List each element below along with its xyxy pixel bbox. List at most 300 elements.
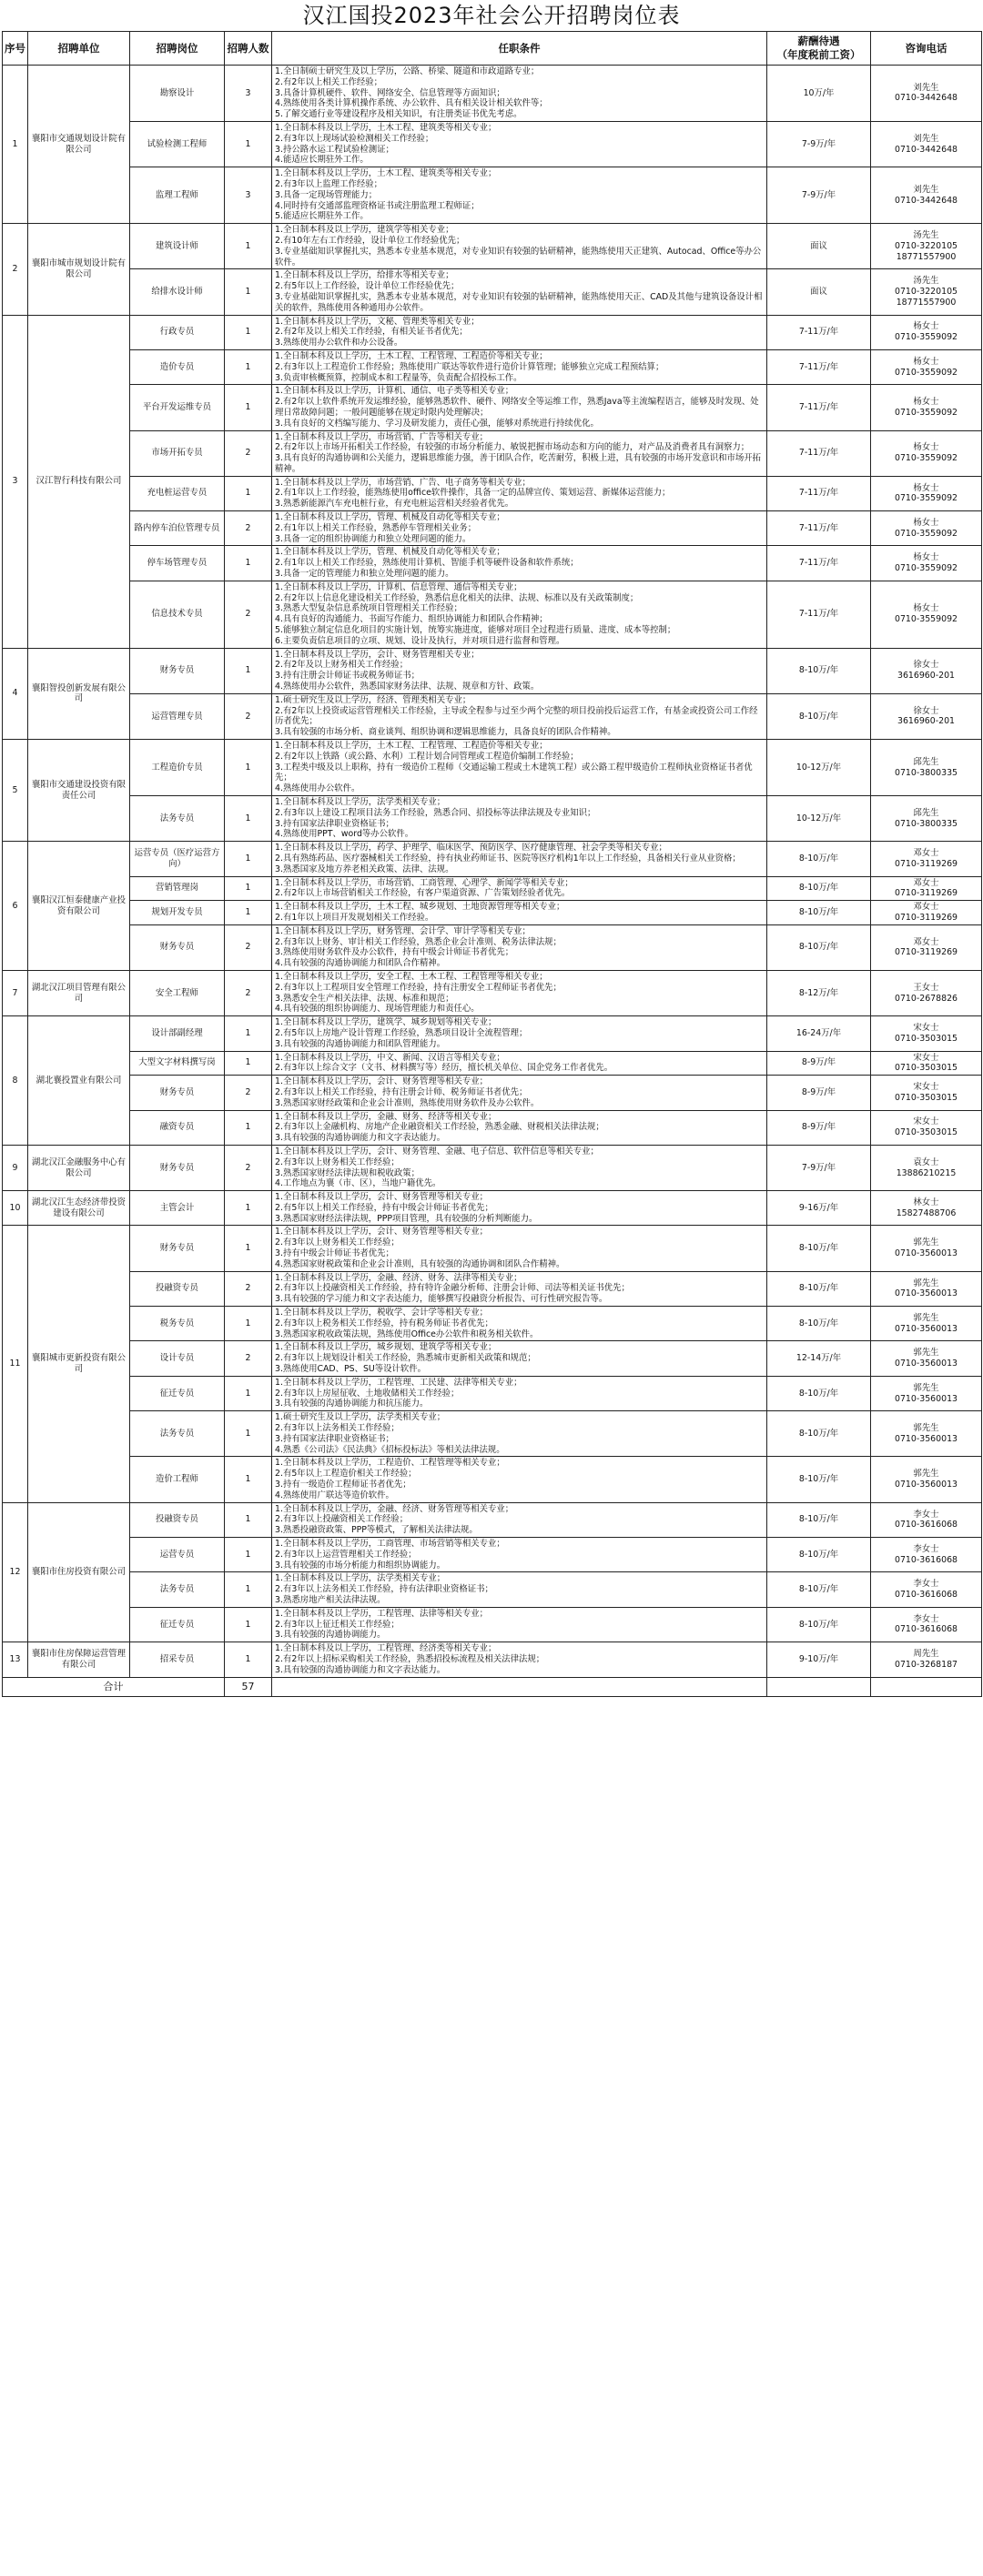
table-row xyxy=(3,1341,982,1376)
requirements xyxy=(272,1110,767,1145)
contact xyxy=(871,546,982,581)
contact-person: 李女士 xyxy=(913,1509,939,1520)
contact-person: 徐女士 xyxy=(913,660,939,671)
contact-person: 杨女士 xyxy=(913,397,939,408)
salary: 8-10万/年 xyxy=(767,1226,871,1271)
contact-person: 邱先生 xyxy=(913,807,939,818)
post-name: 运营管理专员 xyxy=(130,693,225,739)
post-name: 征迁专员 xyxy=(130,1376,225,1410)
requirement-line: 2.有3年以上建设工程项目法务工作经验，熟悉合同、招投标等法律法规及专业知识； xyxy=(275,807,596,818)
requirement-line: 3.具有较强的市场分析能力和组织协调能力。 xyxy=(275,1560,446,1571)
post-name: 充电桩运营专员 xyxy=(130,476,225,510)
requirement-line: 1.全日制本科及以上学历，工程造价、工程管理等相关专业； xyxy=(275,1458,505,1469)
contact xyxy=(871,1226,982,1271)
requirement-line: 3.具有良好的文档编写能力、学习及研发能力，责任心强，能够对系统进行持续优化。 xyxy=(275,418,599,429)
contact xyxy=(871,901,982,925)
requirement-line: 2.有3年以上投融资相关工作经验，持有特许金融分析师、注册会计师、司法等相关证书优先； xyxy=(275,1283,630,1294)
contact-phone: 0710-3616068 xyxy=(895,1590,958,1601)
requirement-line: 2.有3年以上财务相关工作经验； xyxy=(275,1157,400,1167)
salary: 7-11万/年 xyxy=(767,385,871,430)
contact-person: 郭先生 xyxy=(913,1423,939,1434)
requirement-line: 3.具有较强的沟通协调能力和抗压能力。 xyxy=(275,1399,429,1409)
contact-person: 邱先生 xyxy=(913,756,939,767)
hiring-unit: 襄阳市交通规划设计院有限公司 xyxy=(28,66,130,224)
post-name: 市场开拓专员 xyxy=(130,430,225,476)
post-name: 财务专员 xyxy=(130,1076,225,1110)
hiring-count: 1 xyxy=(225,740,272,796)
requirements xyxy=(272,476,767,510)
contact xyxy=(871,349,982,384)
requirement-line: 3.熟悉国家税收政策法规，熟练使用Office办公软件和税务相关软件。 xyxy=(275,1328,539,1339)
post-name: 运营专员 xyxy=(130,1538,225,1572)
contact-phone: 0710-3559092 xyxy=(895,528,958,539)
requirements xyxy=(272,1076,767,1110)
requirement-line: 1.全日制本科及以上学历，土木工程、工程管理、工程造价等相关专业； xyxy=(275,741,548,752)
table-row xyxy=(3,1076,982,1110)
requirement-line: 4.同时持有交通部监理资格证书或注册监理工程师证； xyxy=(275,200,480,211)
hiring-unit: 襄阳市住房投资有限公司 xyxy=(28,1502,130,1642)
salary: 8-10万/年 xyxy=(767,1411,871,1457)
header-post: 招聘岗位 xyxy=(130,32,225,66)
salary: 9-16万/年 xyxy=(767,1191,871,1226)
requirement-line: 1.全日制本科及以上学历，工商管理、市场营销等相关专业； xyxy=(275,1539,505,1549)
post-name: 设计专员 xyxy=(130,1341,225,1376)
contact-person: 宋女士 xyxy=(913,1052,939,1063)
contact-phone: 0710-3800335 xyxy=(895,767,958,778)
requirement-line: 3.持有国家法律职业资格证书； xyxy=(275,1433,394,1444)
hiring-count: 1 xyxy=(225,1110,272,1145)
salary: 8-10万/年 xyxy=(767,1307,871,1341)
requirements xyxy=(272,1376,767,1410)
requirement-line: 2.有2年及以上相关工作经验，有相关证书者优先； xyxy=(275,327,468,338)
contact-phone: 3616960-201 xyxy=(897,671,956,682)
document-title: 汉江国投2023年社会公开招聘岗位表 xyxy=(302,3,681,28)
requirements xyxy=(272,648,767,693)
contact-person: 邓女士 xyxy=(913,877,939,888)
table-row xyxy=(3,1110,982,1145)
hiring-count: 2 xyxy=(225,1341,272,1376)
contact xyxy=(871,1642,982,1677)
contact-person: 汤先生 xyxy=(913,276,939,287)
hiring-unit: 湖北襄投置业有限公司 xyxy=(28,1016,130,1146)
requirement-line: 2.有1年以上相关工作经验，熟练使用计算机、智能手机等硬件设备和软件系统； xyxy=(275,558,579,569)
requirements xyxy=(272,1051,767,1076)
post-name: 运营专员（医疗运营方向） xyxy=(130,842,225,876)
requirements xyxy=(272,1271,767,1306)
requirement-line: 3.具有良好的沟通协调和公关能力，逻辑思维能力强，善于团队合作，吃苦耐劳，积极上进，具有较强的市场开发意识和市场开拓精神。 xyxy=(275,453,761,474)
requirement-line: 1.全日制本科及以上学历，工程管理、工民建、法律等相关专业； xyxy=(275,1377,522,1388)
contact-phone: 0710-3559092 xyxy=(895,407,958,418)
requirement-line: 1.全日制本科及以上学历，市场营销、广告、电子商务等相关专业； xyxy=(275,477,531,488)
post-name: 法务专员 xyxy=(130,1572,225,1607)
post-name: 法务专员 xyxy=(130,796,225,842)
post-name: 监理工程师 xyxy=(130,167,225,224)
contact-person: 杨女士 xyxy=(913,442,939,453)
requirement-line: 2.有2年以上招标采购相关工作经验，熟悉招投标流程及相关法律法规； xyxy=(275,1653,545,1664)
requirements xyxy=(272,430,767,476)
requirement-line: 2.有3年以上相关工作经验，持有注册会计师、税务师证书者优先； xyxy=(275,1086,528,1097)
requirement-line: 2.有3年以上房屋征收、土地收储相关工作经验； xyxy=(275,1388,460,1399)
post-name: 建筑设计师 xyxy=(130,224,225,269)
contact xyxy=(871,876,982,901)
row-number: 11 xyxy=(3,1226,28,1502)
requirements xyxy=(272,315,767,349)
table-row xyxy=(3,796,982,842)
requirement-line: 5.能适应长期驻外工作。 xyxy=(275,211,369,222)
contact-person: 郭先生 xyxy=(913,1312,939,1323)
requirement-line: 1.全日制本科及以上学历，市场营销、广告等相关专业； xyxy=(275,431,488,442)
salary: 7-11万/年 xyxy=(767,511,871,546)
requirement-line: 3.具有较强的市场分析、商业谈判、组织协调和逻辑思维能力，具备良好的团队合作精神。 xyxy=(275,727,616,738)
requirements xyxy=(272,1502,767,1537)
requirement-line: 1.全日制本科及以上学历，土木工程、建筑类等相关专业； xyxy=(275,168,497,179)
post-name: 投融资专员 xyxy=(130,1502,225,1537)
requirement-line: 2.有2年以上铁路（或公路、水利）工程计划合同管理或工程造价编制工作经验； xyxy=(275,751,579,762)
hiring-count: 2 xyxy=(225,1145,272,1190)
requirements xyxy=(272,693,767,739)
post-name: 行政专员 xyxy=(130,315,225,349)
requirement-line: 5.能够独立制定信息化项目的实施计划，统筹实施进度，能够对项目全过程进行质量、进度、成本等控制； xyxy=(275,625,676,636)
requirement-line: 1.全日制本科及以上学历，土木工程、城乡规划、土地资源管理等相关专业； xyxy=(275,902,565,913)
requirement-line: 2.有3年以上工程项目安全管理工作经验，持有注册安全工程师证书者优先； xyxy=(275,982,562,993)
contact-phone: 3616960-201 xyxy=(897,716,956,727)
requirement-line: 2.有5年以上工程造价相关工作经验； xyxy=(275,1469,417,1480)
contact-phone: 0710-3560013 xyxy=(895,1359,958,1369)
requirement-line: 4.熟练使用PPT、word等办公软件。 xyxy=(275,829,414,840)
contact xyxy=(871,511,982,546)
row-number: 12 xyxy=(3,1502,28,1642)
requirements xyxy=(272,121,767,167)
salary: 7-11万/年 xyxy=(767,315,871,349)
salary: 7-11万/年 xyxy=(767,476,871,510)
contact xyxy=(871,1538,982,1572)
hiring-count: 1 xyxy=(225,1226,272,1271)
table-row xyxy=(3,1051,982,1076)
salary: 8-10万/年 xyxy=(767,924,871,970)
requirement-line: 1.全日制本科及以上学历，市场营销、工商管理、心理学、新闻学等相关专业； xyxy=(275,877,573,888)
requirements xyxy=(272,224,767,269)
contact-person: 邓女士 xyxy=(913,936,939,947)
salary: 7-11万/年 xyxy=(767,349,871,384)
table-row xyxy=(3,167,982,224)
hiring-count: 3 xyxy=(225,167,272,224)
requirements xyxy=(272,1642,767,1677)
hiring-count: 1 xyxy=(225,546,272,581)
contact-phone: 0710-3442648 xyxy=(895,195,958,206)
requirement-line: 3.具备一定的组织协调能力和独立处理问题的能力。 xyxy=(275,533,471,544)
contact-phone: 0710-3503015 xyxy=(895,1033,958,1044)
table-row xyxy=(3,66,982,122)
hiring-count: 2 xyxy=(225,693,272,739)
table-row xyxy=(3,121,982,167)
table-row xyxy=(3,430,982,476)
salary: 8-9万/年 xyxy=(767,1110,871,1145)
hiring-unit: 汉江智行科技有限公司 xyxy=(28,315,130,648)
requirement-line: 4.熟练使用办公软件。 xyxy=(275,783,360,794)
salary: 12-14万/年 xyxy=(767,1341,871,1376)
hiring-count: 1 xyxy=(225,1191,272,1226)
salary: 8-10万/年 xyxy=(767,1607,871,1642)
contact xyxy=(871,1051,982,1076)
contact xyxy=(871,970,982,1015)
requirement-line: 3.熟悉国家财经法律法规，PPP项目管理，具有较强的分析判断能力。 xyxy=(275,1213,538,1224)
table-row xyxy=(3,842,982,876)
requirement-line: 4.熟悉《公司法》《民法典》《招标投标法》等相关法律法规。 xyxy=(275,1444,505,1455)
contact-person: 刘先生 xyxy=(913,133,939,144)
contact-phone: 0710-3616068 xyxy=(895,1520,958,1530)
contact xyxy=(871,740,982,796)
contact-phone: 0710-3559092 xyxy=(895,332,958,343)
requirement-line: 3.具有较强的沟通协调能力和文字表达能力。 xyxy=(275,1133,446,1144)
contact-phone: 0710-3616068 xyxy=(895,1554,958,1565)
hiring-count: 1 xyxy=(225,269,272,315)
salary: 10万/年 xyxy=(767,66,871,122)
requirements xyxy=(272,269,767,315)
requirement-line: 3.持有中级会计师证书者优先； xyxy=(275,1248,394,1259)
requirement-line: 1.全日制本科及以上学历，会计、财务管理等相关专业； xyxy=(275,1192,488,1203)
table-row xyxy=(3,546,982,581)
table-row xyxy=(3,1307,982,1341)
table-row xyxy=(3,740,982,796)
post-name: 停车场管理专员 xyxy=(130,546,225,581)
requirement-line: 3.具备一定现场管理能力； xyxy=(275,189,378,200)
contact-phone: 18771557900 xyxy=(896,297,957,308)
row-number: 3 xyxy=(3,315,28,648)
row-number: 6 xyxy=(3,842,28,971)
requirement-line: 1.全日制本科及以上学历，计算机、信息管理、通信等相关专业； xyxy=(275,581,522,592)
requirement-line: 1.硕士研究生及以上学历，经济、管理类相关专业； xyxy=(275,694,471,705)
requirement-line: 3.具有较强的学习能力和文字表达能力，能够撰写投融资分析报告、可行性研究报告等。 xyxy=(275,1294,608,1305)
contact-person: 汤先生 xyxy=(913,230,939,241)
contact-phone: 18771557900 xyxy=(896,251,957,262)
contact xyxy=(871,924,982,970)
hiring-count: 1 xyxy=(225,385,272,430)
hiring-count: 1 xyxy=(225,349,272,384)
requirement-line: 1.全日制本科及以上学历，建筑学、城乡规划等相关专业； xyxy=(275,1017,497,1028)
table-row xyxy=(3,1411,982,1457)
hiring-count: 2 xyxy=(225,581,272,648)
requirement-line: 3.具有较强的沟通协调能力和文字表达能力。 xyxy=(275,1664,446,1675)
salary: 面议 xyxy=(767,224,871,269)
table-row xyxy=(3,476,982,510)
contact-person: 郭先生 xyxy=(913,1348,939,1359)
salary: 8-9万/年 xyxy=(767,1051,871,1076)
contact-person: 刘先生 xyxy=(913,82,939,93)
contact-phone: 0710-3800335 xyxy=(895,818,958,829)
table-row xyxy=(3,1538,982,1572)
contact-phone: 0710-3560013 xyxy=(895,1248,958,1259)
hiring-count: 1 xyxy=(225,1051,272,1076)
contact xyxy=(871,121,982,167)
contact-phone: 0710-3559092 xyxy=(895,367,958,378)
contact-person: 宋女士 xyxy=(913,1082,939,1093)
requirement-line: 4.具有较强的组织协调能力、现场管理能力和责任心。 xyxy=(275,1004,480,1015)
requirement-line: 2.有3年以上综合文字（文书、材料撰写等）经历，擅长机关单位、国企党务工作者优先。 xyxy=(275,1063,613,1074)
hiring-count: 1 xyxy=(225,1607,272,1642)
requirement-line: 3.具备计算机硬件、软件、网络安全、信息管理等方面知识； xyxy=(275,87,505,98)
table-row xyxy=(3,1572,982,1607)
requirement-line: 3.熟悉大型复杂信息系统项目管理相关工作经验； xyxy=(275,603,462,614)
salary: 8-10万/年 xyxy=(767,901,871,925)
requirement-line: 2.有3年以上现场试验检测相关工作经验； xyxy=(275,133,434,144)
requirement-line: 4.具有较强的沟通协调能力和团队合作精神。 xyxy=(275,958,446,969)
requirement-line: 2.有2年以上投资或运营管理相关工作经验，主导或全程参与过至少两个完整的项目投前投后运营工作，有基金或投资公司工作经历者优先； xyxy=(275,705,758,727)
salary: 9-10万/年 xyxy=(767,1642,871,1677)
requirement-line: 2.有3年以上金融机构、房地产企业融资相关工作经验，熟悉金融、财税相关法律法规； xyxy=(275,1122,604,1133)
post-name: 融资专员 xyxy=(130,1110,225,1145)
hiring-count: 1 xyxy=(225,224,272,269)
requirement-line: 2.有2年及以上财务相关工作经验； xyxy=(275,660,409,671)
table-row xyxy=(3,970,982,1015)
salary: 8-9万/年 xyxy=(767,1076,871,1110)
post-name: 营销管理岗 xyxy=(130,876,225,901)
requirement-line: 2.有3年以上法务相关工作经验； xyxy=(275,1423,400,1434)
contact xyxy=(871,315,982,349)
hiring-unit: 湖北汉江生态经济带投资建设有限公司 xyxy=(28,1191,130,1226)
requirements xyxy=(272,1411,767,1457)
hiring-count: 1 xyxy=(225,648,272,693)
requirement-line: 2.有2年以上市场开拓相关工作经验，有较强的市场分析能力、敏锐把握市场动态和方向的能力，对产品及消费者具有洞察力； xyxy=(275,442,750,453)
contact-person: 袁女士 xyxy=(913,1157,939,1167)
table-row xyxy=(3,1145,982,1190)
requirement-line: 1.全日制本科及以上学历，给排水等相关专业； xyxy=(275,270,454,281)
hiring-count: 1 xyxy=(225,1572,272,1607)
hiring-count: 2 xyxy=(225,1076,272,1110)
requirement-line: 2.有3年以上工程造价工作经验；熟练使用广联达等软件进行造价计算管理；能够独立完成工程预结算； xyxy=(275,361,664,372)
salary: 8-10万/年 xyxy=(767,842,871,876)
contact-person: 徐女士 xyxy=(913,705,939,716)
total-empty-cell xyxy=(767,1677,871,1696)
contact-person: 王女士 xyxy=(913,982,939,993)
contact xyxy=(871,1307,982,1341)
header-no: 序号 xyxy=(3,32,28,66)
requirement-line: 2.有1年以上项目开发规划相关工作经验。 xyxy=(275,912,434,923)
post-name: 征迁专员 xyxy=(130,1607,225,1642)
total-count: 57 xyxy=(225,1677,272,1696)
requirement-line: 2.有3年以上财务相关工作经验； xyxy=(275,1237,400,1248)
total-label: 合计 xyxy=(3,1677,225,1696)
hiring-count: 1 xyxy=(225,121,272,167)
requirement-line: 2.有5年以上相关工作经验，持有中级会计师证书者优先； xyxy=(275,1202,493,1213)
requirement-line: 3.专业基础知识掌握扎实，熟悉本专业基本规范，对专业知识有较强的钻研精神，能熟练使用天正、CAD及其他与建筑设备设计相关的软件，熟练使用各种通用办公软件。 xyxy=(275,291,763,313)
requirements xyxy=(272,1226,767,1271)
contact xyxy=(871,1607,982,1642)
contact xyxy=(871,1145,982,1190)
post-name: 财务专员 xyxy=(130,1145,225,1190)
contact-phone: 0710-2678826 xyxy=(895,993,958,1004)
requirement-line: 1.全日制本科及以上学历，土木工程、工程管理、工程造价等相关专业； xyxy=(275,350,548,361)
contact-person: 郭先生 xyxy=(913,1382,939,1393)
table-body xyxy=(3,66,982,1678)
table-row xyxy=(3,1642,982,1677)
hiring-count: 1 xyxy=(225,1307,272,1341)
requirement-line: 1.全日制本科及以上学历，法学类相关专业； xyxy=(275,797,446,807)
contact xyxy=(871,1457,982,1502)
contact-phone: 0710-3119269 xyxy=(895,858,958,869)
contact xyxy=(871,66,982,122)
header-requirements: 任职条件 xyxy=(272,32,767,66)
requirement-line: 2.有1年以上相关工作经验，熟悉停车管理相关业务； xyxy=(275,522,477,533)
requirement-line: 3.熟练使用财务软件及办公软件，持有中级会计师证书者优先； xyxy=(275,947,514,958)
table-row xyxy=(3,269,982,315)
requirements xyxy=(272,385,767,430)
requirement-line: 3.熟悉房地产相关法律法规。 xyxy=(275,1594,386,1605)
table-row xyxy=(3,1376,982,1410)
contact-phone: 0710-3616068 xyxy=(895,1624,958,1635)
contact-person: 郭先生 xyxy=(913,1469,939,1480)
contact-phone: 0710-3220105 xyxy=(895,240,958,251)
requirements xyxy=(272,1307,767,1341)
contact-person: 杨女士 xyxy=(913,603,939,614)
row-number: 1 xyxy=(3,66,28,224)
contact-phone: 0710-3119269 xyxy=(895,947,958,958)
salary: 16-24万/年 xyxy=(767,1016,871,1051)
requirement-line: 2.有3年以上征迁相关工作经验； xyxy=(275,1619,400,1630)
requirement-line: 3.持有国家法律职业资格证书； xyxy=(275,818,394,829)
requirement-line: 4.工作地点为襄（市、区），当地户籍优先。 xyxy=(275,1178,441,1189)
requirement-line: 3.工程类中级及以上职称，持有一级造价工程师（交通运输工程或土木建筑工程）或公路工程甲级造价工程师执业资格证书者优先； xyxy=(275,762,753,783)
salary: 8-10万/年 xyxy=(767,1271,871,1306)
total-empty-cell xyxy=(871,1677,982,1696)
contact-person: 杨女士 xyxy=(913,517,939,528)
contact-phone: 0710-3560013 xyxy=(895,1480,958,1490)
contact-phone: 0710-3560013 xyxy=(895,1323,958,1334)
contact-person: 郭先生 xyxy=(913,1278,939,1288)
table-header-row xyxy=(3,32,982,66)
requirement-line: 2.有10年左右工作经验，设计单位工作经验优先； xyxy=(275,235,465,246)
hiring-count: 1 xyxy=(225,1502,272,1537)
requirements xyxy=(272,842,767,876)
salary: 7-9万/年 xyxy=(767,1145,871,1190)
table-row xyxy=(3,349,982,384)
hiring-count: 1 xyxy=(225,876,272,901)
requirement-line: 1.全日制本科及以上学历，财务管理、会计学、审计学等相关专业； xyxy=(275,925,531,936)
row-number: 9 xyxy=(3,1145,28,1190)
hiring-count: 1 xyxy=(225,315,272,349)
requirement-line: 3.熟练使用办公软件和办公设备。 xyxy=(275,338,403,349)
requirement-line: 3.持公路水运工程试验检测证； xyxy=(275,144,394,155)
contact-person: 杨女士 xyxy=(913,552,939,563)
contact xyxy=(871,224,982,269)
header-pay xyxy=(767,32,871,66)
salary: 8-10万/年 xyxy=(767,1572,871,1607)
contact xyxy=(871,476,982,510)
post-name: 税务专员 xyxy=(130,1307,225,1341)
contact-person: 林女士 xyxy=(913,1197,939,1207)
salary: 8-10万/年 xyxy=(767,693,871,739)
contact xyxy=(871,1502,982,1537)
requirements xyxy=(272,1341,767,1376)
table-row xyxy=(3,901,982,925)
row-number: 2 xyxy=(3,224,28,315)
requirement-line: 2.有2年以上软件系统开发运维经验，能够熟悉软件、硬件、网络安全等运维工作，熟悉Java等主流编程语言，能够及时发现、处理日常故障问题；一般问题能够在规定时限内处理解决； xyxy=(275,397,759,418)
salary: 7-11万/年 xyxy=(767,546,871,581)
hiring-count: 1 xyxy=(225,1538,272,1572)
requirement-line: 1.全日制本科及以上学历，税收学、会计学等相关专业； xyxy=(275,1308,488,1318)
requirement-line: 3.具备一定的管理能力和独立处理问题的能力。 xyxy=(275,569,454,580)
requirements xyxy=(272,1016,767,1051)
requirement-line: 4.具有良好的沟通能力、书面写作能力、组织协调能力和团队合作精神； xyxy=(275,614,548,625)
post-name: 安全工程师 xyxy=(130,970,225,1015)
requirements xyxy=(272,740,767,796)
row-number: 13 xyxy=(3,1642,28,1677)
requirement-line: 6.主要负责信息项目的立项、规划、设计及执行，并对项目进行监督和管理。 xyxy=(275,635,565,646)
table-row xyxy=(3,315,982,349)
requirement-line: 1.全日制本科及以上学历，法学类相关专业； xyxy=(275,1573,446,1584)
contact-phone: 15827488706 xyxy=(896,1207,957,1218)
table-row xyxy=(3,224,982,269)
requirement-line: 1.全日制本科及以上学历，会计、财务管理等相关专业； xyxy=(275,1227,488,1237)
